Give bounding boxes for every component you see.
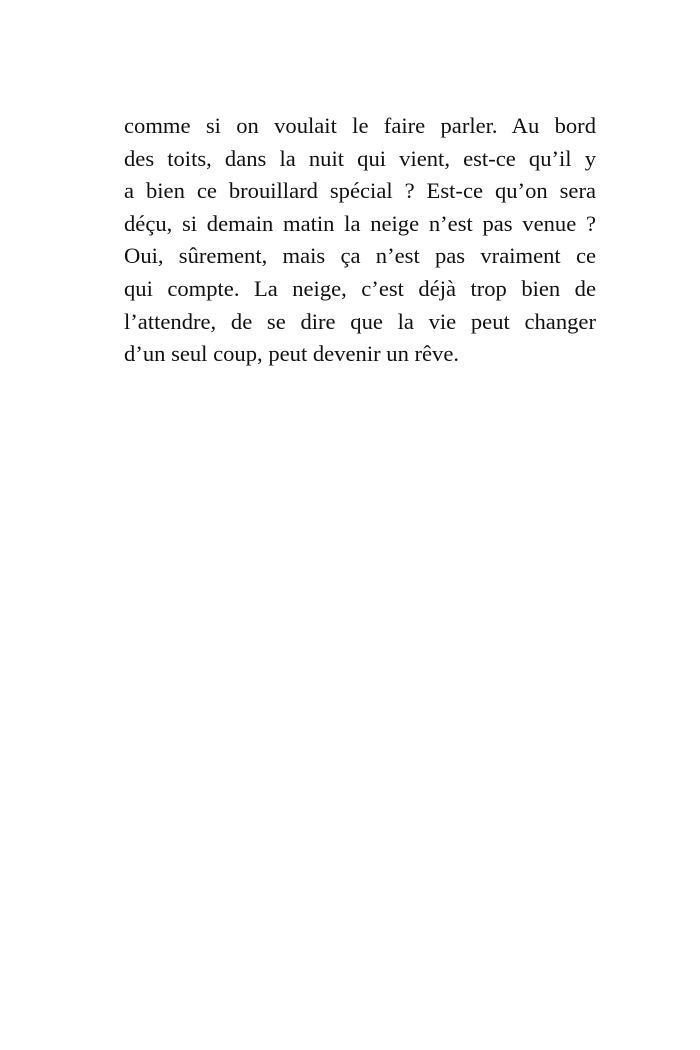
body-paragraph	[124, 110, 596, 371]
text-line-5: Oui, sûrement, mais ça n’est pas vraiment ce	[124, 243, 596, 269]
text-line-4: déçu, si demain matin la neige n’est pas venue ?	[124, 210, 596, 236]
text-line-2: des toits, dans la nuit qui vient, est-ce qu’il y	[124, 145, 596, 171]
text-line-3: a bien ce brouillard spécial ? Est-ce qu’on sera	[124, 178, 596, 204]
text-line-1: comme si on voulait le faire parler. Au bord	[124, 113, 596, 138]
text-line-8: d’un seul coup, peut devenir un rêve.	[124, 341, 460, 367]
text-line-6: qui compte. La neige, c’est déjà trop bien de	[124, 275, 596, 301]
text-line-7: l’attendre, de se dire que la vie peut changer	[124, 308, 596, 334]
